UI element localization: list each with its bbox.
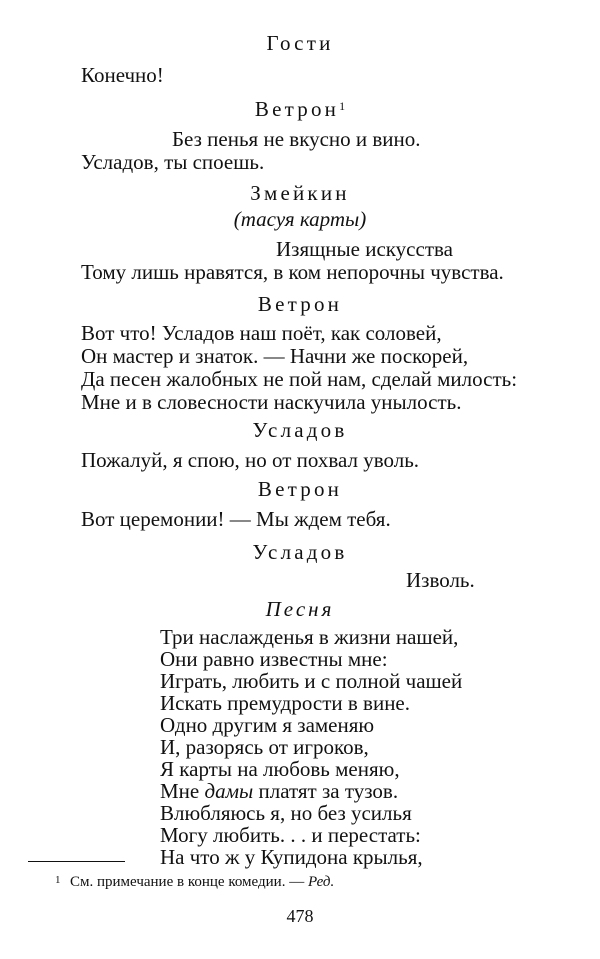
footnote-divider [28, 861, 125, 862]
footnote-mark: 1 [55, 874, 61, 886]
song-line: Я карты на любовь меняю, [160, 757, 400, 781]
speaker-vetron: Ветрон [257, 477, 343, 501]
stage-direction: (тасуя карты) [233, 207, 367, 231]
song-line: На что ж у Купидона крылья, [160, 845, 423, 869]
speaker-vetron: Ветрон [257, 292, 343, 316]
speaker-gosti: Гости [266, 31, 334, 55]
verse-line: Да песен жалобных не пой нам, сделай милость: [81, 367, 518, 391]
song-line: Могу любить. . . и перестать: [160, 823, 421, 847]
footnote-text: См. примечание в конце комедии. — [70, 874, 308, 890]
song-line: Одно другим я заменяю [160, 713, 375, 737]
song-line: Мне дамы платят за тузов. [160, 779, 399, 803]
verse-line: Усладов, ты споешь. [81, 150, 265, 174]
verse-line: Мне и в словесности наскучила унылость. [81, 390, 462, 414]
speaker-usladov: Усладов [252, 418, 348, 442]
song-line: Искать премудрости в вине. [160, 691, 411, 715]
song-line: Играть, любить и с полной чашей [160, 669, 463, 693]
verse-line: Вот что! Усладов наш поёт, как соловей, [81, 321, 442, 345]
footnote-reference: 1 [339, 99, 346, 113]
footnote-editor: Ред. [307, 874, 335, 890]
song-title: Песня [265, 597, 335, 621]
verse-line: Изящные искусства [276, 237, 453, 261]
speaker-zmeykin: Змейкин [250, 181, 350, 205]
verse-line: Без пенья не вкусно и вино. [172, 127, 421, 151]
footnote [55, 872, 335, 892]
speaker-vetron: Ветрон$^1$ [254, 97, 346, 121]
verse-line: Он мастер и знаток. — Начни же поскорей, [81, 344, 469, 368]
song-line: И, разорясь от игроков, [160, 735, 369, 759]
song-line: Они равно известны мне: [160, 647, 388, 671]
verse-line: Конечно! [81, 63, 164, 87]
verse-line: Вот церемонии! — Мы ждем тебя. [81, 507, 391, 531]
page-number: 478 [286, 906, 314, 926]
song-line: Влюбляюсь я, но без усилья [160, 801, 412, 825]
verse-line: Тому лишь нравятся, в ком непорочны чувства. [81, 260, 504, 284]
verse-line: Изволь. [406, 568, 475, 592]
song-line: Три наслажденья в жизни нашей, [160, 625, 459, 649]
verse-line: Пожалуй, я спою, но от похвал уволь. [81, 448, 420, 472]
italic-word: дамы [204, 779, 254, 803]
speaker-usladov: Усладов [252, 540, 348, 564]
